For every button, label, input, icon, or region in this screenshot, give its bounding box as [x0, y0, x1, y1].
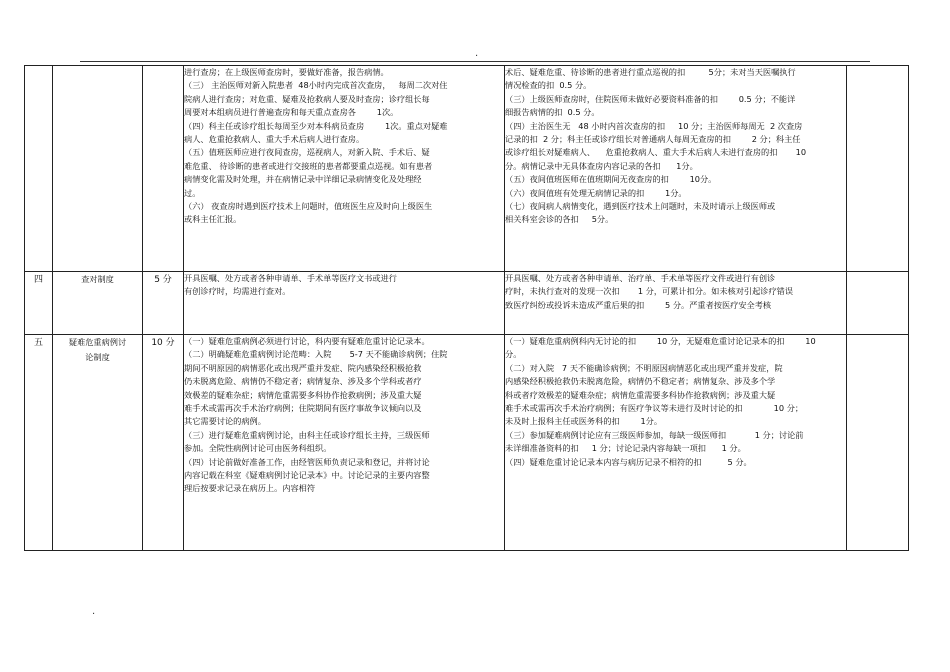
standard-line: （二）明确疑难危重病例讨论范畴：入院 5-7 天不能确诊病例；住院 [184, 349, 448, 360]
deduction-rule-line: 未及时上报科主任或医务科的扣 1分。 [505, 416, 663, 427]
blank-score-cell [847, 66, 909, 272]
deduction-rule-line: 相关科室会诊的各扣 5分。 [505, 214, 614, 225]
item-number-cell [25, 335, 53, 551]
standard-line: 过。 [184, 187, 201, 198]
standard-line: 开具医嘱、处方或者各种申请单、手术单等医疗文书或进行 [184, 273, 397, 283]
standard-line: 理后按要求记录在病历上。内容相符 [184, 483, 316, 494]
item-score: 5 分 [154, 275, 172, 285]
deduction-rules-cell [505, 272, 847, 335]
standard-cell [184, 272, 505, 335]
deduction-rule-line: （二）对入院 7 天不能确诊病例；不明原因病情恶化或出现严重并发症，院 [505, 362, 783, 373]
standard-line: 周要对本组病员进行普遍查房和每天重点查房各 1次。 [184, 107, 399, 118]
deduction-rule-line: （六）夜间值班有处理无病情记录的扣 1分。 [505, 187, 687, 198]
blank-score-cell [847, 335, 909, 551]
standard-line: 内容记载在科室《疑难病例讨论记录本》中。讨论记录的主要内容整 [184, 470, 430, 481]
standard-line: （五）值班医师应进行夜间查房，巡视病人，对新入院、手术后、疑 [184, 147, 430, 158]
deduction-rule-line: 疗时，未执行查对的发现一次扣 1 分，可累计扣分。如未核对引起诊疗错误 [505, 286, 794, 297]
deduction-rule-line: （三）参加疑难病例讨论应有三级医师参加，每缺一级医师扣 1 分；讨论前 [505, 429, 804, 440]
item-number-cell [25, 272, 53, 335]
deduction-rule-line: 难手术或需再次手术治疗病例；有医疗争议等未进行及时讨论的扣 10 分； [505, 403, 804, 414]
standard-line: 进行查房；在上级医师查房时，要做好准备，报告病情。 [184, 67, 389, 77]
item-score: 10 分 [151, 338, 175, 348]
standard-line: 或科主任汇报。 [184, 214, 242, 225]
table-row [25, 66, 909, 272]
item-name-cell [53, 335, 143, 551]
standard-line: （三）进行疑难危重病例讨论，由科主任或诊疗组长主持，三级医师 [184, 429, 430, 440]
standard-line: （一）疑难危重病例必须进行讨论，科内要有疑难危重讨论记录本。 [184, 336, 430, 346]
item-name-line: 查对制度 [81, 274, 114, 284]
deduction-rules-cell [505, 335, 847, 551]
deduction-rule-line: 细报告病情的扣 0.5 分。 [505, 107, 600, 118]
deduction-rules-cell [505, 66, 847, 272]
deduction-rule-line: （三）上级医师查房时，住院医师未做好必要资料准备的扣 0.5 分；不能详 [505, 93, 796, 104]
score-cell [143, 272, 184, 335]
item-number: 四 [33, 275, 43, 285]
footer-dot: . [92, 606, 96, 617]
deduction-rule-line: （五）夜间值班医师在值班期间无夜查房的扣 10分。 [505, 174, 717, 185]
deduction-rule-line: （四）疑难危重讨论记录本内容与病历记录不相符的扣 5 分。 [505, 456, 752, 467]
header-dot: . [475, 48, 479, 59]
item-name-line: 论制度 [85, 352, 110, 362]
standard-line: 仍未脱离危险、病情仍不稳定者；病情复杂、涉及多个学科或者疗 [184, 376, 422, 387]
item-name-cell [53, 66, 143, 272]
inspection-standards-table [24, 65, 909, 551]
standard-line: 期间不明原因的病情恶化或出现严重并发症、院内感染经积极抢救 [184, 362, 422, 373]
standard-line: 难手术或需再次手术治疗病例；住院期间有医疗事故争议倾向以及 [184, 403, 422, 414]
deduction-rule-line: 情况检查的扣 0.5 分。 [505, 80, 592, 91]
standard-line: 效极差的疑难杂症；病情危重需要多科协作抢救病例；涉及重大疑 [184, 389, 422, 400]
deduction-rule-line: 术后、疑难危重、待诊断的患者进行重点巡视的扣 5分；未对当天医嘱执行 [505, 67, 796, 77]
deduction-rule-line: 开具医嘱、处方或者各种申请单、治疗单、手术单等医疗文件或进行有创诊 [505, 273, 776, 283]
deduction-rule-line: （七）夜间病人病情变化，遇到医疗技术上问题时，未及时请示上级医师或 [505, 201, 776, 212]
standard-line: （四）讨论前做好准备工作，由经管医师负责记录和登记，并将讨论 [184, 456, 430, 467]
deduction-rule-line: 记录的扣 2 分；科主任或诊疗组长对普通病人每周无查房的扣 2 分；科主任 [505, 134, 801, 145]
deduction-rule-line: 或诊疗组长对疑难病人、 危重抢救病人、重大手术后病人未进行查房的扣 10 [505, 147, 807, 158]
deduction-rule-line: 科或者疗效极差的疑难杂症；病情危重需要多科协作抢救病例；涉及重大疑 [505, 389, 776, 400]
standard-line: 难危重、 待诊断的患者或进行交接班的患者都要重点巡视。如有患者 [184, 160, 433, 171]
standard-line: （三） 主治医师对新入院患者 48小时内完成首次查房， 每周二次对住 [184, 80, 448, 91]
standard-line: 病人、危重抢救病人、重大手术后病人进行查房。 [184, 134, 365, 145]
deduction-rule-line: （一）疑难危重病例科内无讨论的扣 10 分，无疑难危重讨论记录本的扣 10 [505, 336, 816, 346]
standard-cell [184, 335, 505, 551]
deduction-rule-line: （四）主治医生无 48 小时内首次查房的扣 10 分；主治医师每周无 2 次查房 [505, 120, 803, 131]
standard-line: 参加。全院性病例讨论可由医务科组织。 [184, 443, 332, 454]
table-row [25, 272, 909, 335]
standard-line: （六） 夜查房时遇到医疗技术上问题时，值班医生应及时向上级医生 [184, 201, 433, 212]
standard-line: 病情变化需及时处理，并在病情记录中详细记录病情变化及处理经 [184, 174, 422, 185]
standard-cell [184, 66, 505, 272]
standard-line: 其它需要讨论的病例。 [184, 416, 266, 427]
deduction-rule-line: 分。病情记录中无具体查房内容记录的各扣 1分。 [505, 160, 698, 171]
item-name-cell [53, 272, 143, 335]
standard-line: 有创诊疗时，均需进行查对。 [184, 286, 291, 297]
table-row [25, 335, 909, 551]
deduction-rule-line: 内感染经积极抢救仍未脱离危险，病情仍不稳定者；病情复杂、涉及多个学 [505, 376, 776, 387]
header-rule [80, 61, 870, 62]
deduction-rule-line: 分。 [505, 349, 522, 360]
item-number-cell [25, 66, 53, 272]
score-cell [143, 66, 184, 272]
standard-line: 院病人进行查房；对危重、疑难及抢救病人要及时查房；诊疗组长每 [184, 93, 430, 104]
deduction-rule-line: 未详细准备资料的扣 1 分；讨论记录内容每缺一项扣 1 分。 [505, 443, 746, 454]
item-number: 五 [33, 338, 43, 348]
blank-score-cell [847, 272, 909, 335]
item-name-line: 疑难危重病例讨 [68, 337, 127, 347]
standard-line: （四）科主任或诊疗组长每周至少对本科病员查房 1次。重点对疑难 [184, 120, 448, 131]
score-cell [143, 335, 184, 551]
deduction-rule-line: 致医疗纠纷或投诉未造成严重后果的扣 5 分。严重者按医疗安全考核 [505, 299, 772, 310]
